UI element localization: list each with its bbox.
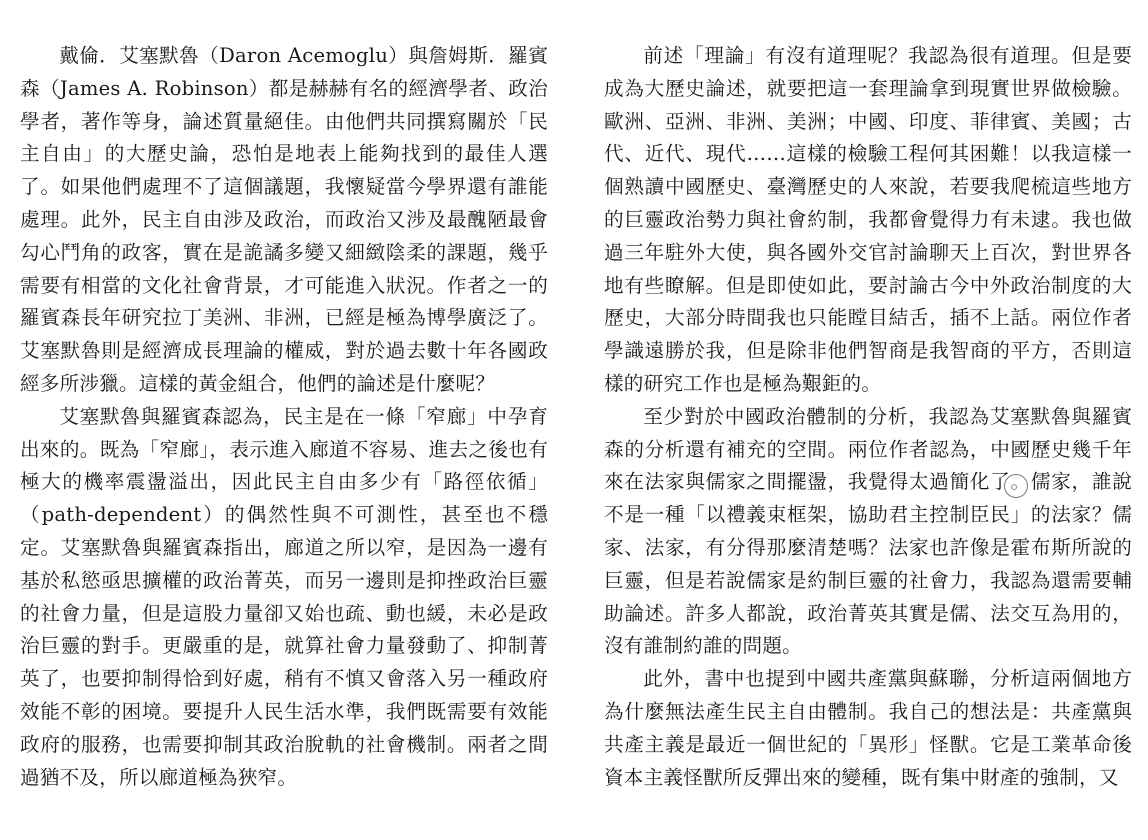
left-page <box>20 40 548 794</box>
right-paragraph-3: 此外，書中也提到中國共產黨與蘇聯，分析這兩個地方為什麼無法產生民主自由體制。我自己的想法是：共產黨與共產主義是最近一個世紀的「異形」怪獸。它是工業革命後資本主義怪獸所反彈出來的變種，既有集中財產的強制，又 <box>604 667 1132 789</box>
right-paragraph-1: 前述「理論」有沒有道理呢？我認為很有道理。但是要成為大歷史論述，就要把這一套理論拿到現實世界做檢驗。歐洲、亞洲、非洲、美洲；中國、印度、菲律賓、美國；古代、近代、現代……這樣的檢驗工程何其困難！以我這樣一個熟讀中國歷史、臺灣歷史的人來說，若要我爬梳這些地方的巨靈政治勢力與社會約制，我都會覺得力有未逮。我也做過三年駐外大使，與各國外交官討論聊天上百次，對世界各地有些瞭解。但是即使如此，要討論古今中外政治制度的大歷史，大部分時間我也只能瞠目結舌，插不上話。兩位作者學識遠勝於我，但是除非他們智商是我智商的平方，否則這樣的研究工作也是極為艱鉅的。 <box>604 44 1132 395</box>
right-page <box>604 40 1132 794</box>
left-paragraph-2: 艾塞默魯與羅賓森認為，民主是在一條「窄廊」中孕育出來的。既為「窄廊」，表示進入廊道不容易、進去之後也有極大的機率震盪溢出，因此民主自由多少有「路徑依循」（path-dependent）的偶然性與不可測性，甚至也不穩定。艾塞默魯與羅賓森指出，廊道之所以窄，是因為一邊有基於私慾亟思擴權的政治菁英，而另一邊則是抑挫政治巨靈的社會力量，但是這股力量卻又始也疏、動也緩，未必是政治巨靈的對手。更嚴重的是，就算社會力量發動了、抑制菁英了，也要抑制得恰到好處，稍有不慎又會落入另一種政府效能不彰的困境。要提升人民生活水準，我們既需要有效能政府的服務，也需要抑制其政治脫軌的社會機制。兩者之間過猶不及，所以廊道極為狹窄。 <box>20 404 548 789</box>
cursor-ring-icon <box>1004 474 1028 498</box>
right-paragraph-2: 至少對於中國政治體制的分析，我認為艾塞默魯與羅賓森的分析還有補充的空間。兩位作者認為，中國歷史幾千年來在法家與儒家之間擺盪，我覺得太過簡化了。儒家，誰說不是一種「以禮義束框架，協助君主控制臣民」的法家？儒家、法家，有分得那麼清楚嗎？法家也許像是霍布斯所說的巨靈，但是若說儒家是約制巨靈的社會力，我認為還需要輔助論述。許多人都說，政治菁英其實是儒、法交互為用的，沒有誰制約誰的問題。 <box>604 404 1132 658</box>
left-paragraph-1: 戴倫．艾塞默魯（Daron Acemoglu）與詹姆斯．羅賓森（James A. Robinson）都是赫赫有名的經濟學者、政治學者，著作等身，論述質量絕佳。由他們共同撰寫關於「民主自由」的大歷史論，恐怕是地表上能夠找到的最佳人選了。如果他們處理不了這個議題，我懷疑當今學界還有誰能處理。此外，民主自由涉及政治，而政治又涉及最醜陋最會勾心鬥角的政客，實在是詭譎多變又細緻陰柔的課題，幾乎需要有相當的文化社會背景，才可能進入狀況。作者之一的羅賓森長年研究拉丁美洲、非洲，已經是極為博學廣泛了。艾塞默魯則是經濟成長理論的權威，對於過去數十年各國政經多所涉獵。這樣的黃金組合，他們的論述是什麼呢？ <box>20 44 548 395</box>
